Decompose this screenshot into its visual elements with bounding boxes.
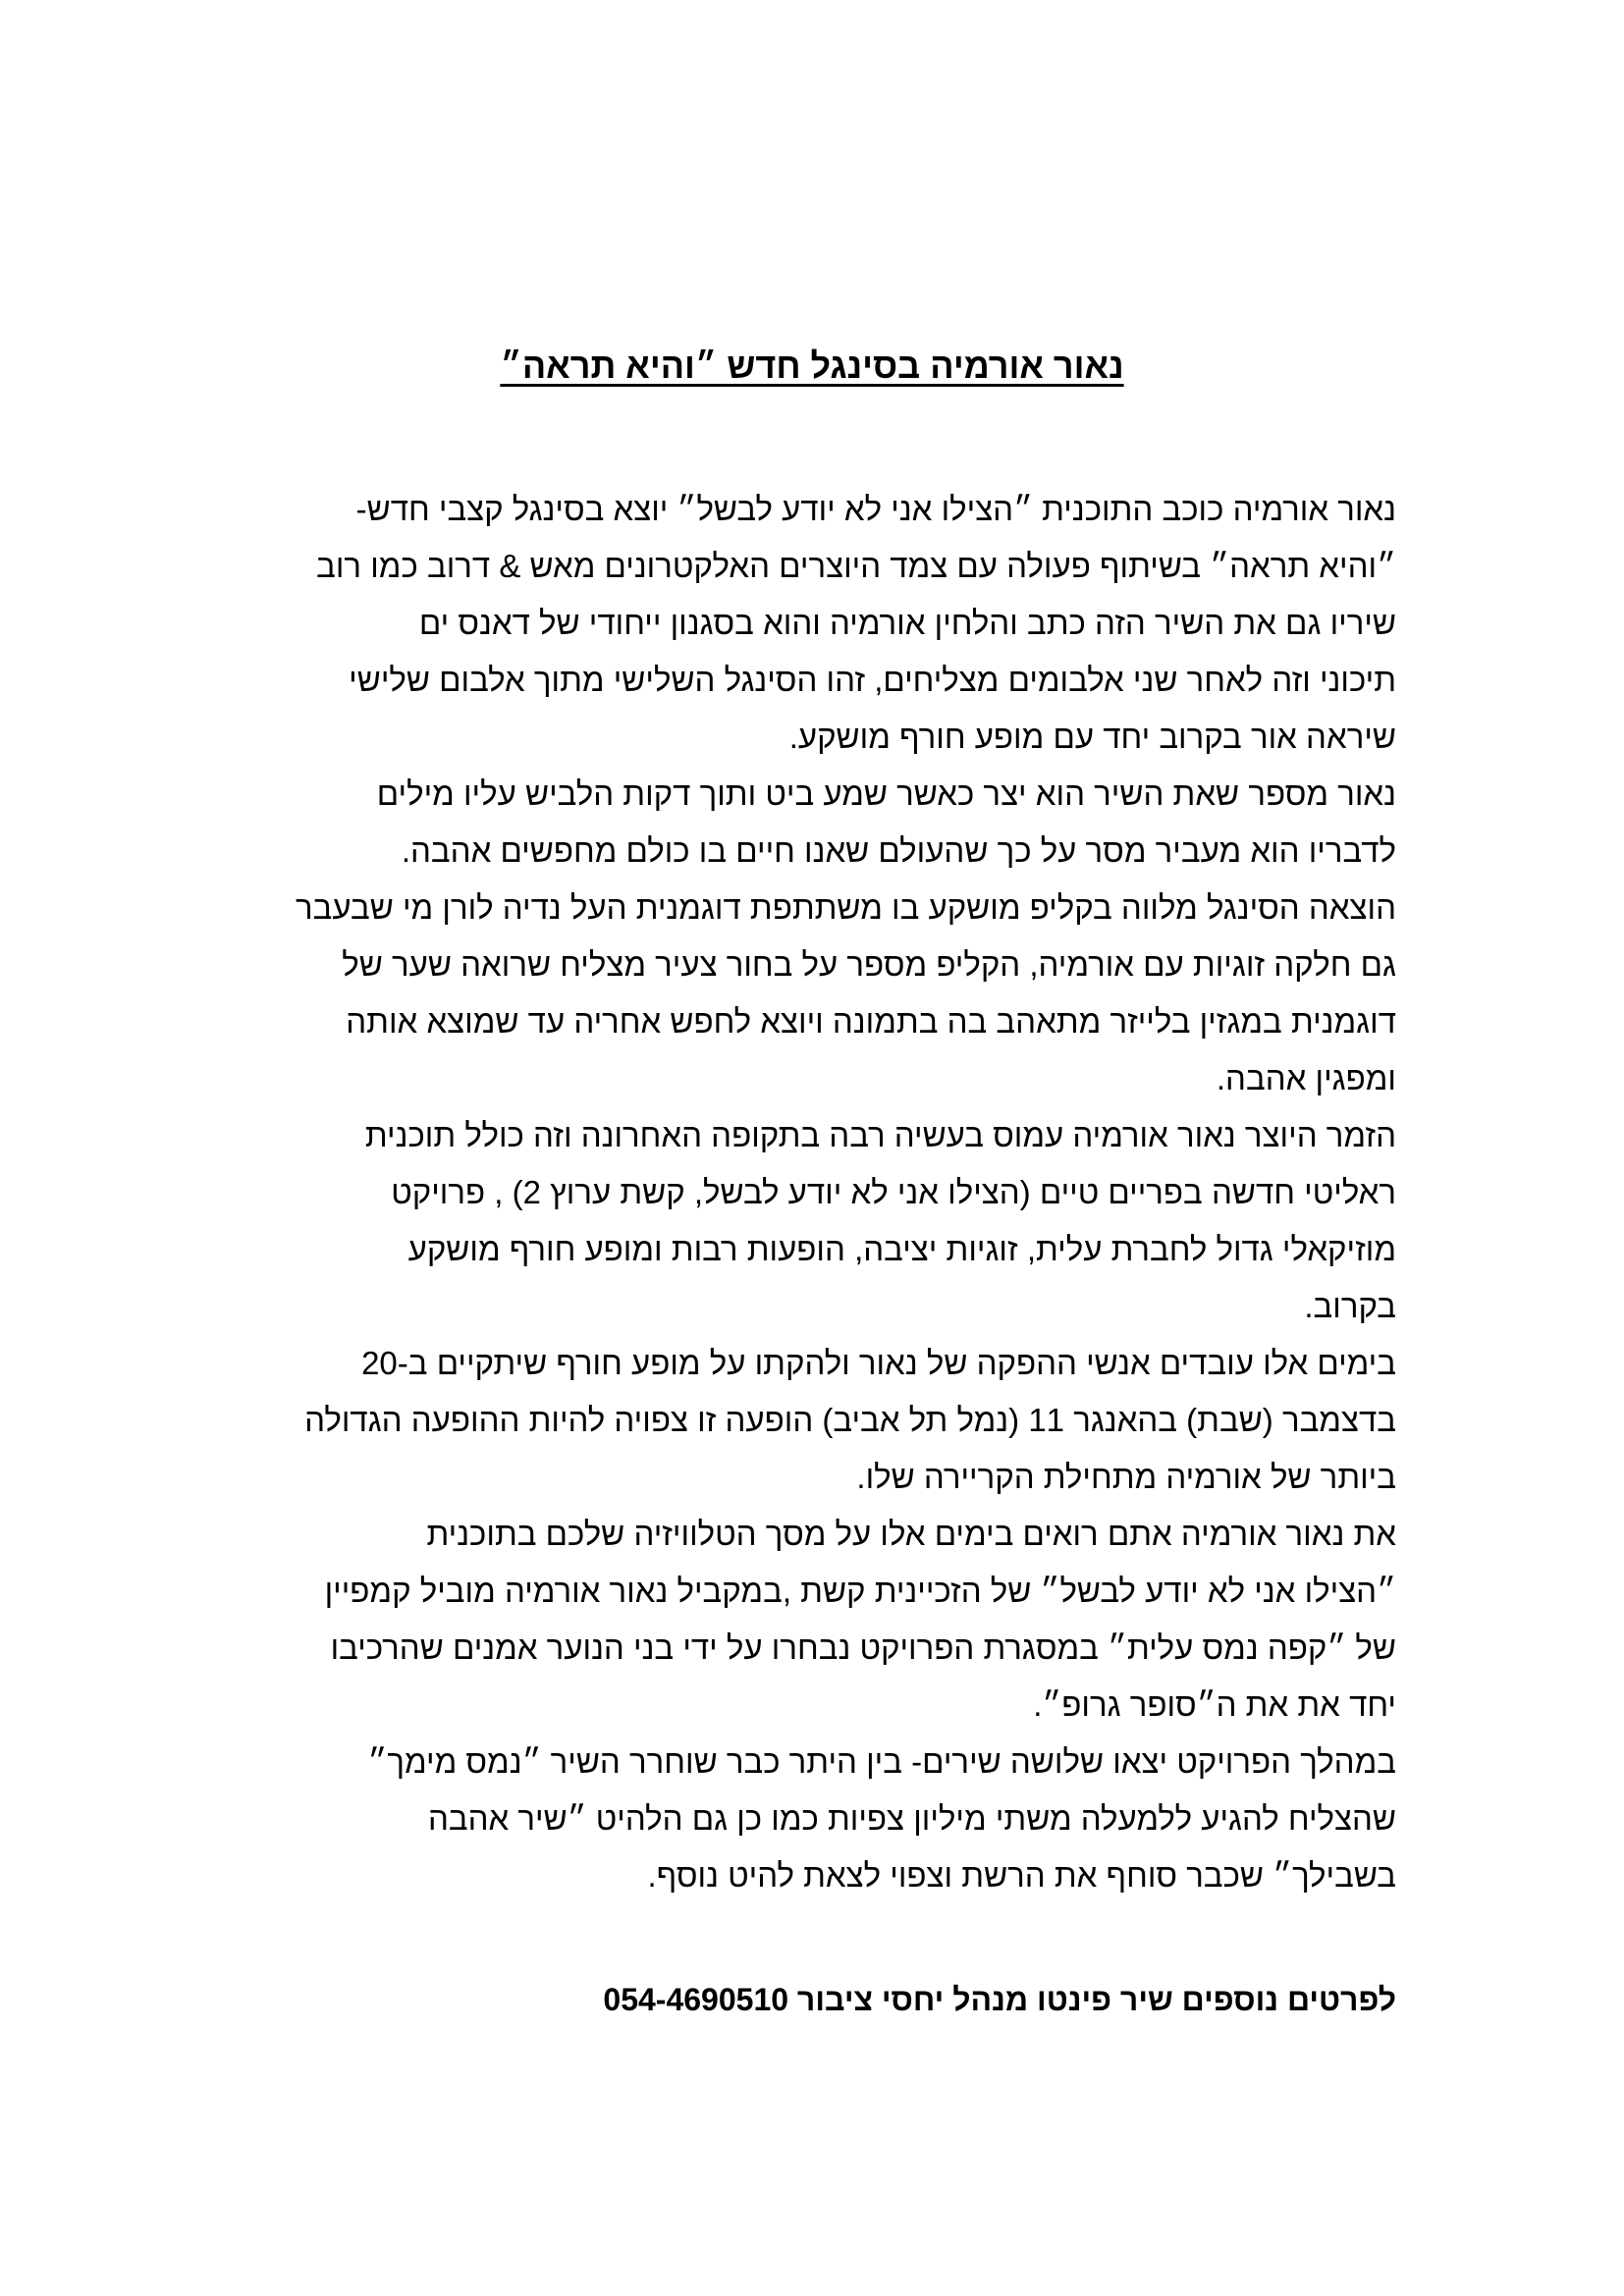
body-line: שהצליח להגיע ללמעלה משתי מיליון צפיות כמו כן גם הלהיט ״שיר אהבה [427, 1800, 1396, 1837]
body-line: ביותר של אורמיה מתחילת הקריירה שלו. [856, 1459, 1396, 1495]
body-line: בדצמבר (שבת) בהאנגר 11 (נמל תל אביב) הופעה זו צפויה להיות ההופעה הגדולה [304, 1402, 1396, 1438]
article-body [179, 481, 1396, 1904]
body-line: במהלך הפרויקט יצאו שלושה שירים- בין היתר כבר שוחרר השיר ״נמס מימך״ [367, 1743, 1396, 1780]
page-title: נאור אורמיה בסינגל חדש ״והיא תראה״ [500, 346, 1124, 386]
body-line: שיראה אור בקרוב יחד עם מופע חורף מושקע. [788, 719, 1396, 755]
body-line: ״והיא תראה״ בשיתוף פעולה עם צמד היוצרים האלקטרונים מאש & דרוב כמו רוב [316, 548, 1396, 584]
body-line: נאור מספר שאת השיר הוא יצר כאשר שמע ביט ותוך דקות הלביש עליו מילים [376, 775, 1396, 812]
body-line: בקרוב. [1304, 1288, 1396, 1324]
body-line: בימים אלו עובדים אנשי ההפקה של נאור ולהקתו על מופע חורף שיתקיים ב-20 [361, 1345, 1396, 1381]
body-line: תיכוני וזה לאחר שני אלבומים מצליחים, זהו הסינגל השלישי מתוך אלבום שלישי [349, 662, 1396, 698]
body-line: ומפגין אהבה. [1216, 1060, 1396, 1096]
body-line: נאור אורמיה כוכב התוכנית ״הצילו אני לא יודע לבשל״ יוצא בסינגל קצבי חדש- [355, 491, 1396, 527]
body-line: גם חלקה זוגיות עם אורמיה, הקליפ מספר על בחור צעיר מצליח שרואה שער של [342, 946, 1396, 983]
body-line: הזמר היוצר נאור אורמיה עמוס בעשיה רבה בתקופה האחרונה וזה כולל תוכנית [364, 1117, 1396, 1153]
body-line: ראליטי חדשה בפריים טיים (הצילו אני לא יודע לבשל, קשת ערוץ 2) , פרויקט [391, 1174, 1396, 1210]
body-line: הוצאה הסינגל מלווה בקליפ מושקע בו משתתפת דוגמנית העל נדיה לורן מי שבעבר [296, 889, 1396, 926]
body-line: שיריו גם את השיר הזה כתב והלחין אורמיה והוא בסגנון ייחודי של דאנס ים [418, 605, 1396, 641]
body-line: את נאור אורמיה אתם רואים בימים אלו על מסך הטלוויזיה שלכם בתוכנית [426, 1516, 1396, 1552]
body-line: מוזיקאלי גדול לחברת עלית, זוגיות יציבה, הופעות רבות ומופע חורף מושקע [407, 1231, 1396, 1267]
contact-line: לפרטים נוספים שיר פינטו מנהל יחסי ציבור 054-4690510 [603, 1982, 1396, 2017]
body-line: של ״קפה נמס עלית״ במסגרת הפרויקט נבחרו על ידי בני הנוער אמנים שהרכיבו [330, 1629, 1396, 1666]
body-line: בשבילך״ שכבר סוחף את הרשת וצפוי לצאת להיט נוסף. [647, 1857, 1396, 1894]
body-line: ״הצילו אני לא יודע לבשל״ של הזכיינית קשת ,במקביל נאור אורמיה מוביל קמפיין [324, 1573, 1396, 1609]
body-line: יחד את את ה״סופר גרופ״. [1033, 1686, 1396, 1723]
body-line: דוגמנית במגזין בלייזר מתאהב בה בתמונה ויוצא לחפש אחריה עד שמוצא אותה [346, 1003, 1396, 1040]
body-line: לדבריו הוא מעביר מסר על כך שהעולם שאנו חיים בו כולם מחפשים אהבה. [401, 832, 1396, 869]
